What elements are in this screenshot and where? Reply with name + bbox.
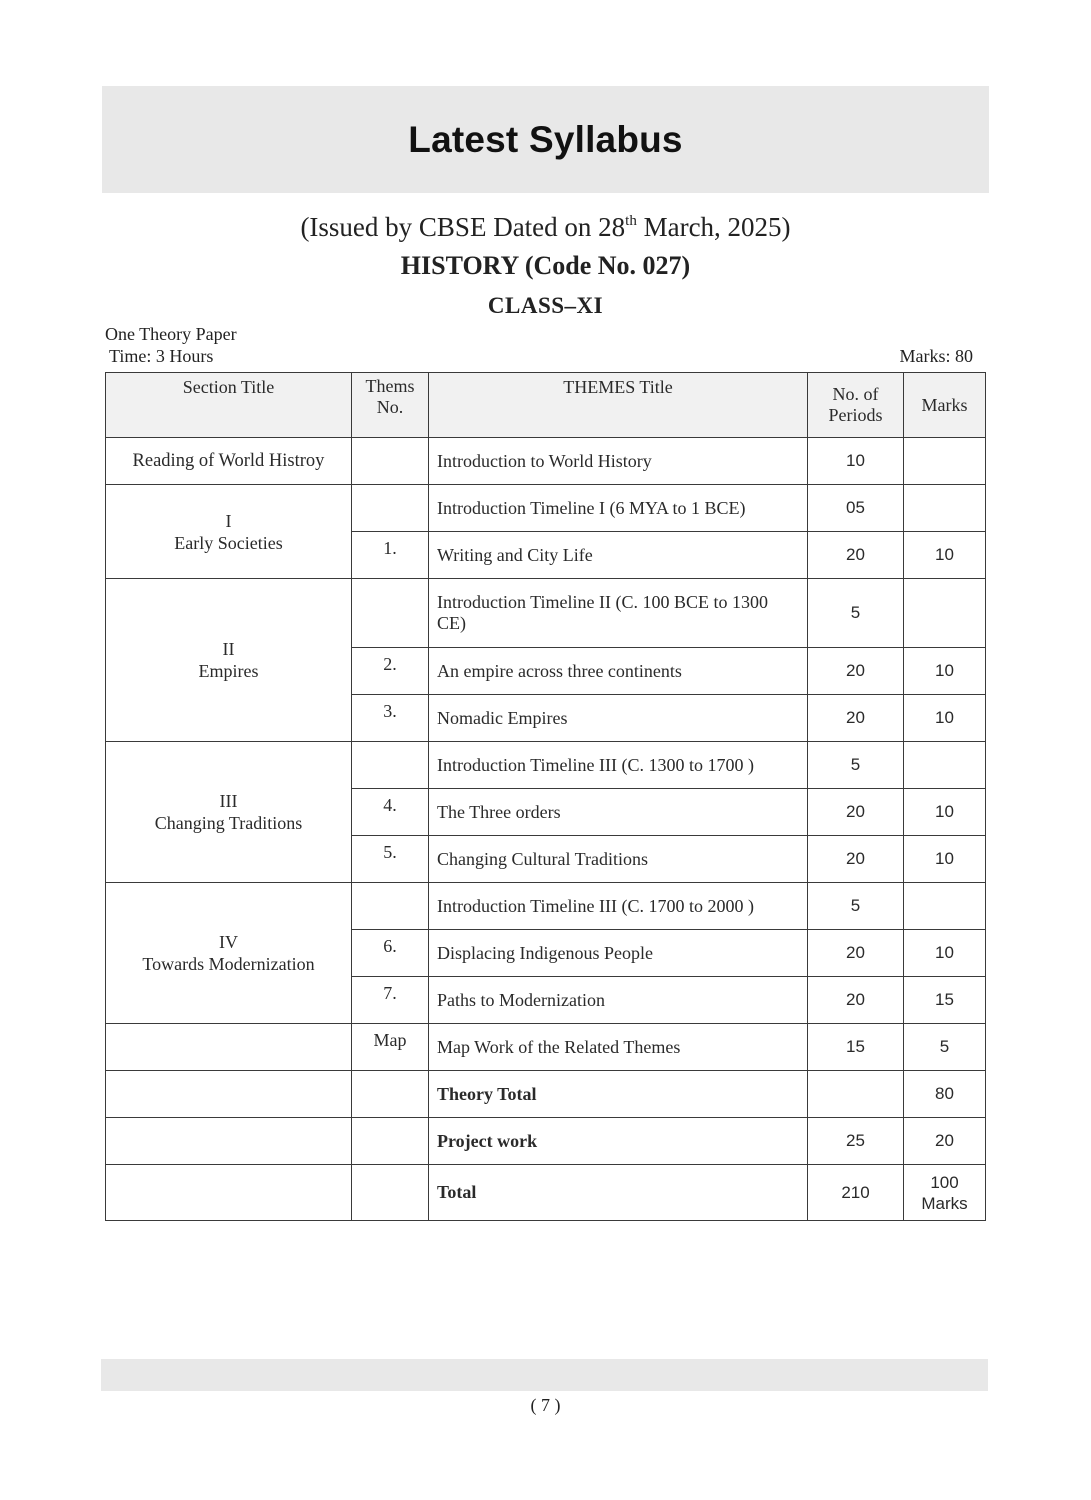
marks-cell	[904, 485, 986, 532]
periods-cell: 15	[808, 1024, 904, 1071]
marks-cell: 10	[904, 930, 986, 977]
periods-cell: 20	[808, 532, 904, 579]
header-theme-no	[352, 373, 429, 438]
theme-no: 1.	[352, 532, 429, 579]
periods-cell: 20	[808, 695, 904, 742]
marks-cell: 10	[904, 836, 986, 883]
table-header-row	[106, 373, 986, 438]
header-theme-title: THEMES Title	[429, 373, 808, 438]
theme-no	[352, 742, 429, 789]
theme-no-empty	[352, 1165, 429, 1221]
table-row	[106, 1024, 986, 1071]
theme-title: Project work	[429, 1118, 808, 1165]
page-title: Latest Syllabus	[408, 118, 683, 160]
table-row	[106, 1118, 986, 1165]
header-section-title: Section Title	[106, 373, 352, 438]
theme-no: 7.	[352, 977, 429, 1024]
marks-cell	[904, 438, 986, 485]
marks-cell: 10	[904, 648, 986, 695]
time-label: Time: 3 Hours	[109, 346, 214, 366]
page-number: ( 7 )	[530, 1395, 561, 1415]
section-name: Early Societies	[174, 532, 283, 553]
theme-no	[352, 485, 429, 532]
theme-no: 2.	[352, 648, 429, 695]
section-name: Towards Modernization	[142, 954, 315, 974]
theme-no: 4.	[352, 789, 429, 836]
issued-line	[0, 212, 1091, 243]
section-empty	[106, 1024, 352, 1071]
syllabus-table	[105, 372, 986, 1221]
table-row	[106, 883, 986, 930]
header-periods	[808, 373, 904, 438]
theme-title: Theory Total	[429, 1071, 808, 1118]
section-numeral: II	[222, 639, 235, 659]
marks-cell: 80	[904, 1071, 986, 1118]
theme-no: 6.	[352, 930, 429, 977]
theme-title	[429, 579, 808, 648]
theme-title: The Three orders	[429, 789, 808, 836]
theme-title: Introduction Timeline III (C. 1300 to 1700 )	[429, 742, 808, 789]
periods-cell	[808, 1071, 904, 1118]
theme-no	[352, 1118, 429, 1165]
marks-label: Marks: 80	[899, 346, 973, 366]
total-marks-value: 100	[930, 1172, 959, 1192]
marks-cell: 10	[904, 532, 986, 579]
theme-title: Introduction Timeline III (C. 1700 to 2000 )	[429, 883, 808, 930]
theme-title: Changing Cultural Traditions	[429, 836, 808, 883]
header-banner	[102, 86, 989, 193]
total-marks-unit: Marks	[921, 1193, 968, 1213]
section-empires	[106, 579, 352, 742]
subject-title: HISTORY (Code No. 027)	[400, 251, 691, 280]
periods-cell: 20	[808, 648, 904, 695]
issued-sup: th	[625, 213, 637, 229]
footer-bar	[101, 1359, 988, 1391]
theme-title: Map Work of the Related Themes	[429, 1024, 808, 1071]
marks-cell: 5	[904, 1024, 986, 1071]
table-row	[106, 485, 986, 532]
section-numeral: I	[225, 510, 232, 531]
total-label: Total	[429, 1165, 808, 1221]
theme-title: Introduction Timeline I (6 MYA to 1 BCE)	[429, 485, 808, 532]
issued-suffix: March, 2025)	[636, 212, 791, 242]
table-row	[106, 579, 986, 648]
section-empty	[106, 1118, 352, 1165]
theme-title: Writing and City Life	[429, 532, 808, 579]
periods-cell: 20	[808, 977, 904, 1024]
section-changing-traditions	[106, 742, 352, 883]
periods-cell: 20	[808, 836, 904, 883]
marks-cell: 20	[904, 1118, 986, 1165]
theme-title: Introduction to World History	[429, 438, 808, 485]
periods-cell: 20	[808, 789, 904, 836]
section-numeral: III	[219, 791, 238, 811]
issued-prefix: (Issued by CBSE Dated on 28	[300, 212, 626, 242]
periods-cell: 10	[808, 438, 904, 485]
theme-no	[352, 438, 429, 485]
section-early-societies	[106, 485, 352, 579]
periods-cell: 5	[808, 579, 904, 648]
theme-no	[352, 1071, 429, 1118]
section-name: Changing Traditions	[154, 813, 303, 833]
marks-cell	[904, 883, 986, 930]
table-row	[106, 438, 986, 485]
total-periods: 210	[808, 1165, 904, 1221]
theme-no: 3.	[352, 695, 429, 742]
class-label: CLASS–XI	[487, 293, 604, 318]
theme-no	[352, 579, 429, 648]
periods-cell: 5	[808, 883, 904, 930]
theme-title: Displacing Indigenous People	[429, 930, 808, 977]
table-row	[106, 1071, 986, 1118]
header-theme-no-text: Thems No.	[365, 376, 415, 417]
section-empty	[106, 1165, 352, 1221]
theme-no: 5.	[352, 836, 429, 883]
section-reading: Reading of World Histroy	[106, 438, 352, 485]
marks-cell	[904, 742, 986, 789]
table-row-total	[106, 1165, 986, 1221]
marks-cell: 10	[904, 695, 986, 742]
header-periods-text: No. of Periods	[828, 384, 883, 425]
theme-title: Paths to Modernization	[429, 977, 808, 1024]
total-marks	[904, 1165, 986, 1221]
section-empty	[106, 1071, 352, 1118]
periods-cell: 25	[808, 1118, 904, 1165]
theme-title-text: Introduction Timeline II (C. 100 BCE to 1300 CE)	[437, 592, 768, 633]
marks-cell: 10	[904, 789, 986, 836]
periods-cell: 20	[808, 930, 904, 977]
section-numeral: IV	[219, 932, 238, 952]
theme-no: Map	[352, 1024, 429, 1071]
marks-cell	[904, 579, 986, 648]
theme-title: Nomadic Empires	[429, 695, 808, 742]
paper-label: One Theory Paper	[105, 324, 237, 344]
section-towards-modernization	[106, 883, 352, 1024]
periods-cell: 5	[808, 742, 904, 789]
theme-title: An empire across three continents	[429, 648, 808, 695]
periods-cell: 05	[808, 485, 904, 532]
section-name: Empires	[198, 661, 259, 681]
marks-cell: 15	[904, 977, 986, 1024]
table-row	[106, 742, 986, 789]
theme-no	[352, 883, 429, 930]
header-marks: Marks	[904, 373, 986, 438]
